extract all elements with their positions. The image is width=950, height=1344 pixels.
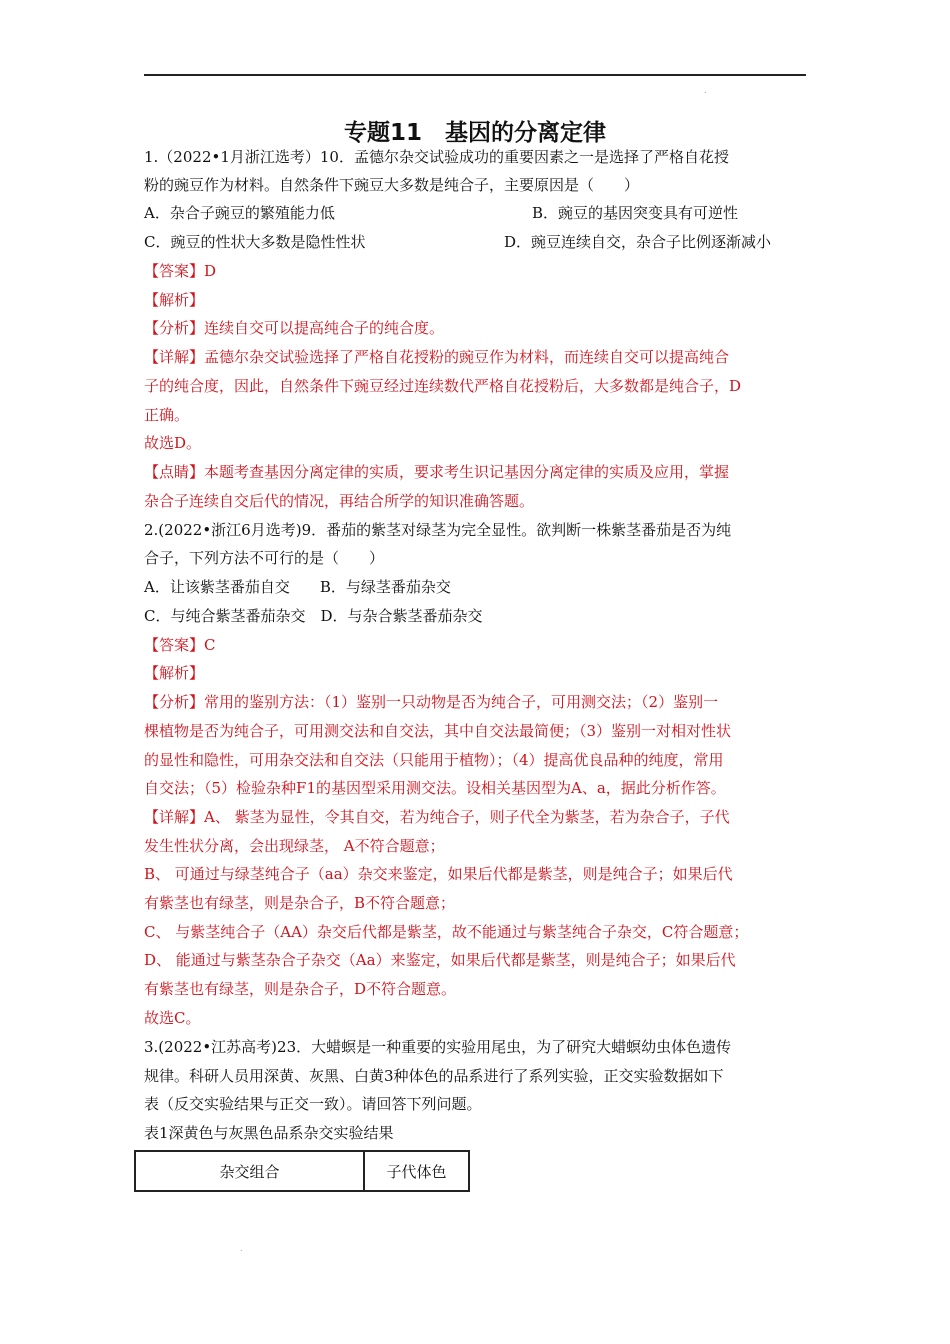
table-header-row (135, 1151, 469, 1191)
q1-detail-line1: 【详解】孟德尔杂交试验选择了严格自花授粉的豌豆作为材料，而连续自交可以提高纯合 (144, 348, 730, 366)
q2-analysis-line3: 的显性和隐性，可用杂交法和自交法（只能用于植物）；（4）提高优良品种的纯度，常用 (144, 751, 724, 769)
q2-options-ab: A．让该紫茎番茄自交 B．与绿茎番茄杂交 (144, 578, 451, 596)
q2-detail-line7: 有紫茎也有绿茎，则是杂合子，D不符合题意。 (144, 980, 457, 998)
q1-stem-line1: 1.（2022•1月浙江选考）10．孟德尔杂交试验成功的重要因素之一是选择了严格自花授 (144, 148, 729, 166)
q2-analysis-line4: 自交法；（5）检验杂种F1的基因型采用测交法。设相关基因型为A、a，据此分析作答。 (144, 779, 726, 797)
q2-stem-line2: 合子，下列方法不可行的是（ ） (144, 549, 385, 567)
q1-option-b: B．豌豆的基因突变具有可逆性 (532, 204, 739, 222)
table-header-offspring: 子代体色 (364, 1151, 469, 1191)
q1-detail-line2: 子的纯合度，因此，自然条件下豌豆经过连续数代严格自花授粉后，大多数都是纯合子，D (144, 377, 742, 395)
q2-detail-line4: 有紫茎也有绿茎，则是杂合子，B不符合题意； (144, 894, 456, 912)
q2-detail-line1: 【详解】A、 紫茎为显性，令其自交，若为纯合子，则子代全为紫茎，若为杂合子，子代 (144, 808, 730, 826)
q1-jiexi-heading: 【解析】 (144, 291, 205, 309)
q2-detail-line5: C、 与紫茎纯合子（AA）杂交后代都是紫茎，故不能通过与紫茎纯合子杂交，C符合题意； (144, 923, 749, 941)
q2-analysis-line1: 【分析】常用的鉴别方法：（1）鉴别一只动物是否为纯合子，可用测交法；（2）鉴别一 (144, 693, 719, 711)
q1-stem-line2: 粉的豌豆作为材料。自然条件下豌豆大多数是纯合子，主要原因是（ ） (144, 176, 640, 194)
q2-jiexi-heading: 【解析】 (144, 664, 205, 682)
results-table (134, 1150, 470, 1192)
q1-analysis: 【分析】连续自交可以提高纯合子的纯合度。 (144, 319, 445, 337)
q2-answer: 【答案】C (144, 636, 216, 654)
scan-dot-bottom: . (240, 1244, 243, 1253)
scan-dot: . (704, 86, 707, 95)
q2-options-cd: C．与纯合紫茎番茄杂交 D．与杂合紫茎番茄杂交 (144, 607, 483, 625)
table-caption: 表1深黄色与灰黑色品系杂交实验结果 (144, 1124, 394, 1142)
q2-detail-line3: B、 可通过与绿茎纯合子（aa）杂交来鉴定，如果后代都是紫茎，则是纯合子；如果后代 (144, 865, 733, 883)
table-header-cross: 杂交组合 (135, 1151, 364, 1191)
q1-option-c: C．豌豆的性状大多数是隐性性状 (144, 233, 366, 251)
q2-detail-line6: D、 能通过与紫茎杂合子杂交（Aa）来鉴定，如果后代都是紫茎，则是纯合子；如果后代 (144, 951, 736, 969)
q1-option-d: D．豌豆连续自交，杂合子比例逐渐减小 (504, 233, 772, 251)
q1-comment-line1: 【点睛】本题考查基因分离定律的实质，要求考生识记基因分离定律的实质及应用，掌握 (144, 463, 730, 481)
q2-detail-line2: 发生性状分离，会出现绿茎， A不符合题意； (144, 837, 445, 855)
q1-answer: 【答案】D (144, 262, 217, 280)
q1-detail-line3: 正确。 (144, 406, 190, 424)
q3-stem-line1: 3.(2022•江苏高考)23．大蜡螟是一种重要的实验用尾虫，为了研究大蜡螟幼虫体色遗传 (144, 1038, 732, 1056)
page-title: 专题11 基因的分离定律 (343, 120, 606, 146)
q1-comment-line2: 杂合子连续自交后代的情况，再结合所学的知识准确答题。 (144, 492, 535, 510)
q3-stem-line2: 规律。科研人员用深黄、灰黑、白黄3种体色的品系进行了系列实验，正交实验数据如下 (144, 1067, 724, 1085)
q3-stem-line3: 表（反交实验结果与正交一致）。请回答下列问题。 (144, 1095, 482, 1113)
q2-stem-line1: 2.(2022•浙江6月选考)9．番茄的紫茎对绿茎为完全显性。欲判断一株紫茎番茄是否为纯 (144, 521, 732, 539)
header-rule (144, 74, 806, 76)
q1-option-a: A．杂合子豌豆的繁殖能力低 (144, 204, 335, 222)
q1-conclusion: 故选D。 (144, 434, 202, 452)
q2-analysis-line2: 棵植物是否为纯合子，可用测交法和自交法，其中自交法最简便；（3）鉴别一对相对性状 (144, 722, 732, 740)
q2-conclusion: 故选C。 (144, 1009, 201, 1027)
